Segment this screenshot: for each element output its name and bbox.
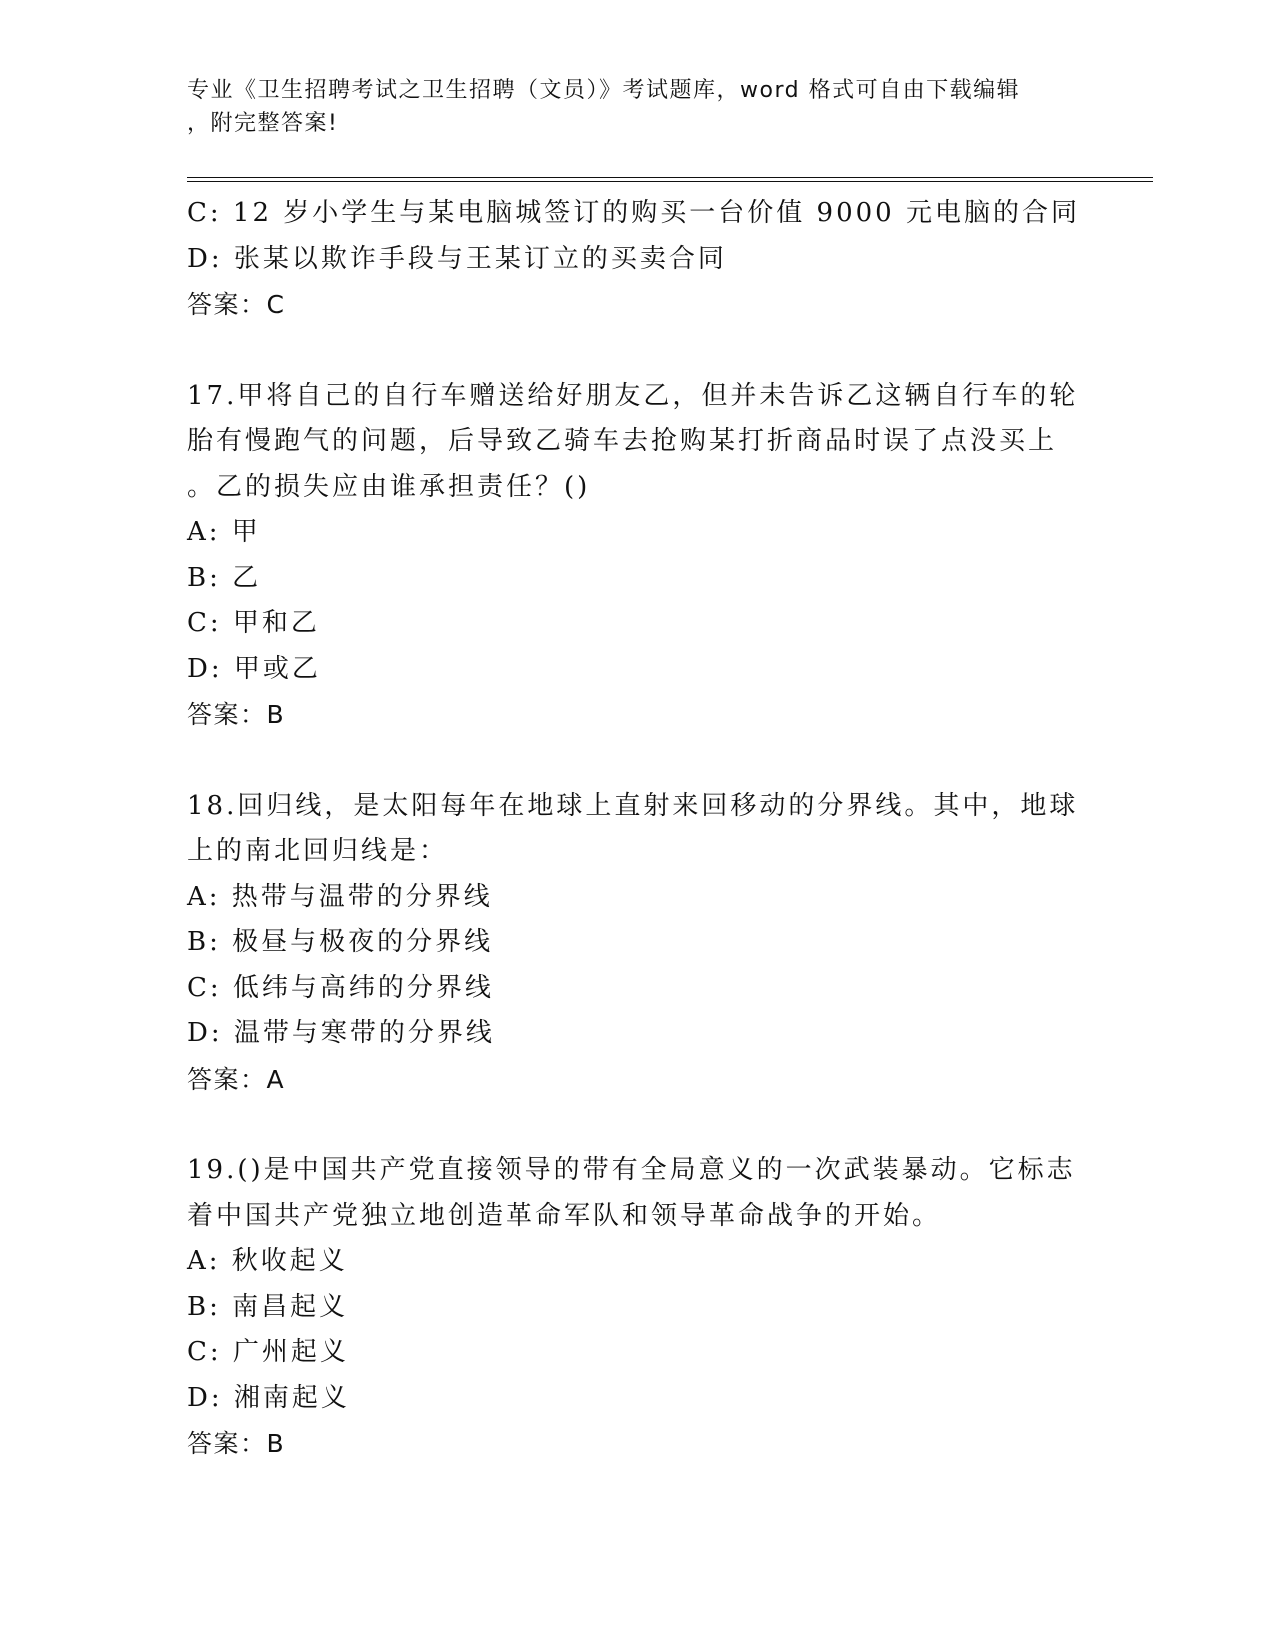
answer-line: 答案：C — [187, 290, 286, 319]
document-header — [187, 74, 1067, 140]
option-a: A: 热带与温带的分界线 — [187, 881, 493, 912]
answer-line: 答案：B — [187, 700, 286, 729]
spacer — [187, 328, 1087, 374]
question-text-line: 上的南北回归线是： — [187, 836, 449, 866]
header-divider-top — [187, 177, 1153, 178]
option-d: D: 湘南起义 — [187, 1382, 350, 1413]
question-16 — [187, 191, 1087, 328]
spacer — [187, 738, 1087, 784]
option-d: D: 甲或乙 — [187, 653, 321, 684]
option-c: C: 低纬与高纬的分界线 — [187, 972, 494, 1003]
option-c: C: 广州起义 — [187, 1337, 349, 1367]
answer-line: 答案：B — [187, 1429, 286, 1458]
question-text-line: 胎有慢跑气的问题，后导致乙骑车去抢购某打折商品时误了点没买上 — [187, 426, 1058, 456]
option-b: B: 乙 — [187, 562, 262, 593]
option-d: D: 张某以欺诈手段与王某订立的买卖合同 — [187, 243, 727, 274]
spacer — [187, 1102, 1087, 1148]
option-a: A: 秋收起义 — [187, 1246, 348, 1276]
question-text-line: 19.()是中国共产党直接领导的带有全局意义的一次武装暴动。它标志 — [187, 1155, 1076, 1185]
question-18 — [187, 784, 1087, 1103]
question-text-line: 17.甲将自己的自行车赠送给好朋友乙，但并未告诉乙这辆自行车的轮 — [187, 380, 1079, 411]
option-b: B: 极昼与极夜的分界线 — [187, 927, 494, 957]
question-17 — [187, 374, 1087, 738]
option-c: C: 甲和乙 — [187, 608, 320, 638]
header-line-1: 专业《卫生招聘考试之卫生招聘（文员）》考试题库，word 格式可自由下载编辑 — [187, 78, 1021, 103]
question-text-line: 。乙的损失应由谁承担责任？() — [187, 471, 591, 502]
option-b: B: 南昌起义 — [187, 1291, 349, 1322]
question-text-line: 18.回归线，是太阳每年在地球上直射来回移动的分界线。其中，地球 — [187, 790, 1079, 821]
answer-line: 答案：A — [187, 1064, 286, 1094]
header-line-2: ，附完整答案! — [187, 111, 339, 136]
option-d: D: 温带与寒带的分界线 — [187, 1018, 495, 1048]
option-c: C: 12 岁小学生与某电脑城签订的购买一台价值 9000 元电脑的合同 — [187, 198, 1080, 228]
question-list — [187, 191, 1087, 1467]
header-divider-bottom — [187, 181, 1153, 182]
question-19 — [187, 1148, 1087, 1467]
option-a: A: 甲 — [187, 517, 261, 547]
question-text-line: 着中国共产党独立地创造革命军队和领导革命战争的开始。 — [187, 1200, 942, 1231]
